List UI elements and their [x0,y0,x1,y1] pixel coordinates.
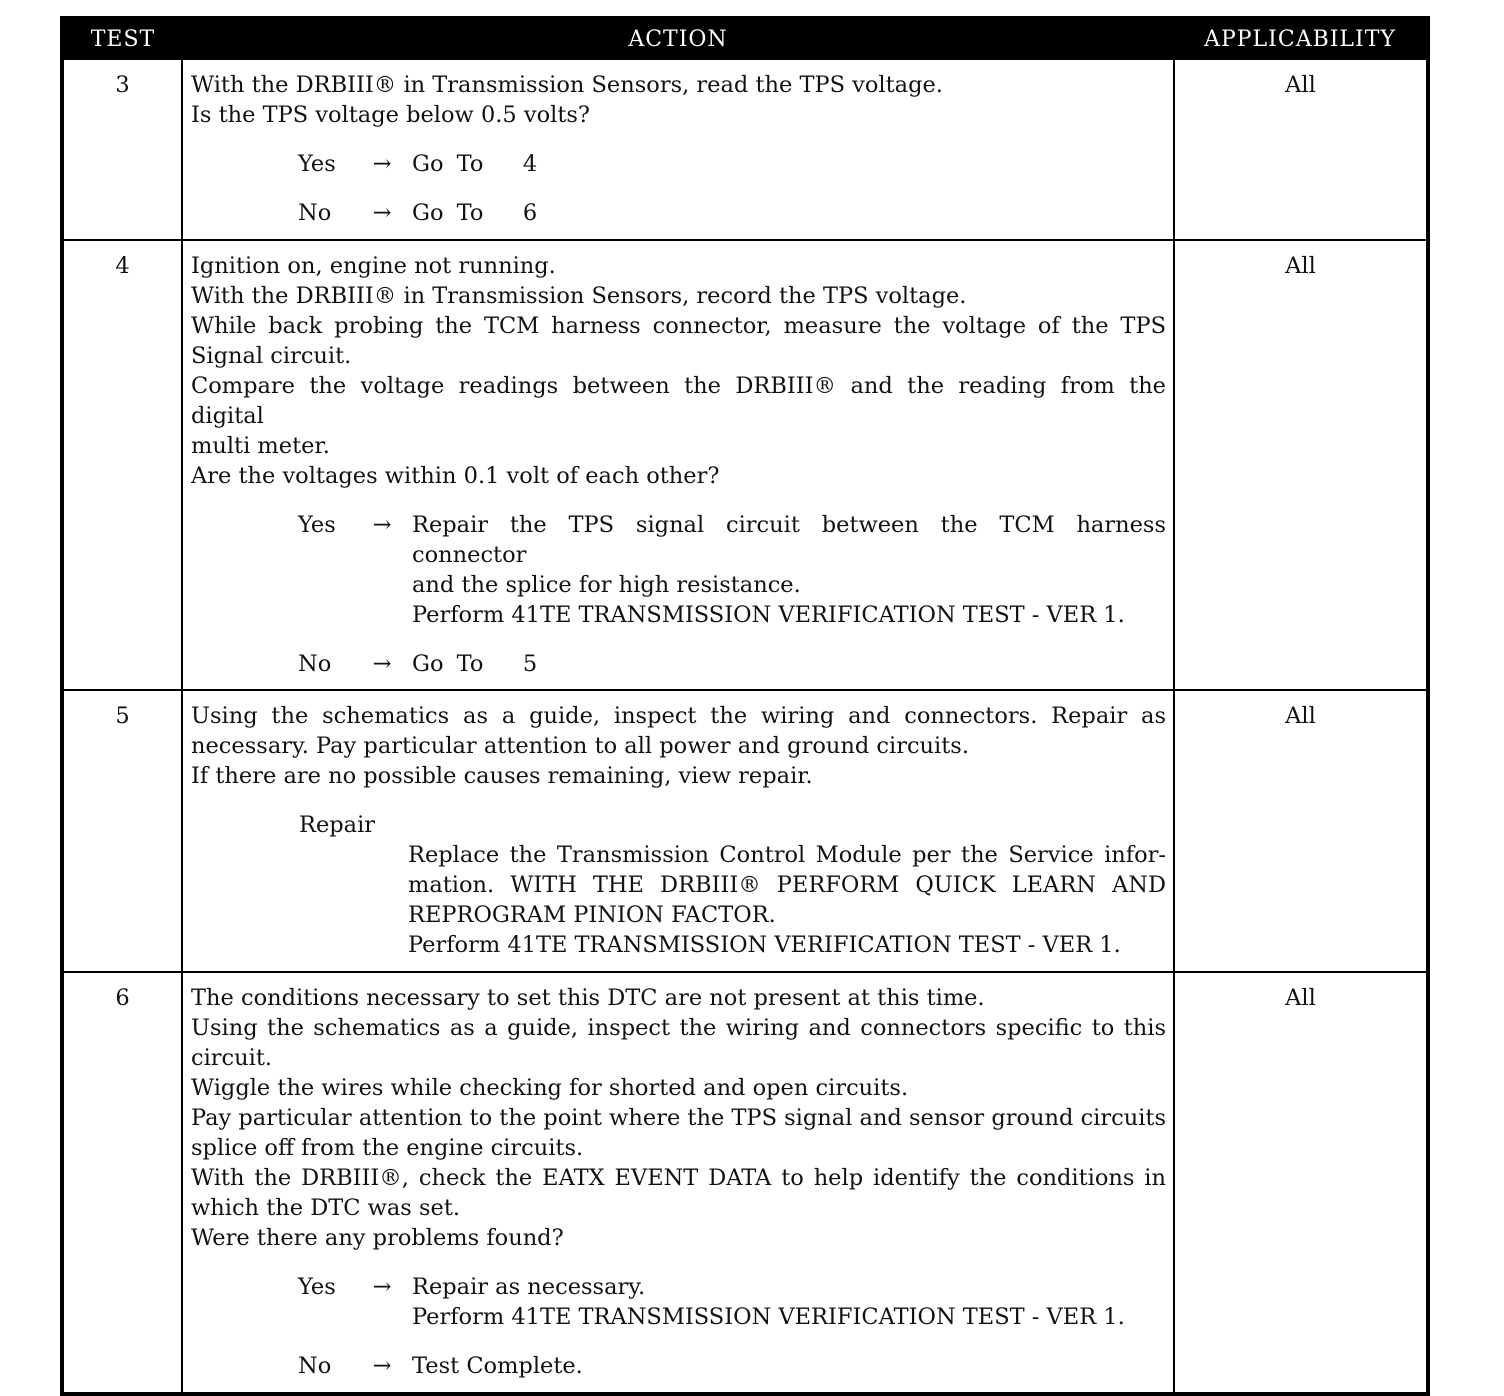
action-cell [182,240,1174,690]
test-row-3 [62,59,1428,240]
diagnostic-test-table [60,16,1430,1396]
applicability-value: All [1174,690,1428,972]
right-arrow-icon: → [372,651,392,677]
action-cell [182,59,1174,240]
result-text: Go To 6 [412,200,538,226]
repair-line: mation. WITH THE DRBIII® PERFORM QUICK LEARN AND [408,872,1166,898]
result-label: Yes [298,512,336,538]
action-line: multi meter. [191,433,330,459]
result-text [412,510,1166,630]
result-label: Yes [298,1274,336,1300]
repair-text [408,840,1166,960]
action-line: With the DRBIII®, check the EATX EVENT DATA to help identify the conditions in [191,1165,1166,1191]
result-label: Yes [298,151,336,177]
action-line: circuit. [191,1045,273,1071]
action-line: necessary. Pay particular attention to all power and ground circuits. [191,733,969,759]
header-action: ACTION [182,18,1174,59]
action-line: Pay particular attention to the point where the TPS signal and sensor ground circuits [191,1105,1167,1131]
action-line: Signal circuit. [191,343,352,369]
result-label: No [298,200,332,226]
right-arrow-icon: → [372,151,392,177]
test-number: 6 [62,972,182,1394]
result-line: Repair the TPS signal circuit between the TCM harness connector [412,512,1166,568]
action-line: If there are no possible causes remaining, view repair. [191,763,813,789]
action-cell [182,690,1174,972]
action-line: splice off from the engine circuits. [191,1135,584,1161]
right-arrow-icon: → [372,1353,392,1379]
right-arrow-icon: → [372,512,392,538]
header-applicability: APPLICABILITY [1174,18,1428,59]
action-line: With the DRBIII® in Transmission Sensors, record the TPS voltage. [191,283,967,309]
no-result [298,649,1166,679]
applicability-value: All [1174,972,1428,1394]
result-label: No [298,651,332,677]
yes-result [298,510,1166,630]
yes-result [298,1272,1166,1332]
no-result [298,198,1166,228]
result-text: Go To 5 [412,651,538,677]
repair-line: Replace the Transmission Control Module per the Service infor- [408,842,1166,868]
result-label: No [298,1353,332,1379]
action-line: With the DRBIII® in Transmission Sensors, read the TPS voltage. [191,72,943,98]
test-row-4 [62,240,1428,690]
result-text: Test Complete. [412,1353,583,1379]
test-row-6 [62,972,1428,1394]
test-number: 3 [62,59,182,240]
result-line: Perform 41TE TRANSMISSION VERIFICATION TEST - VER 1. [412,602,1125,628]
action-line: Is the TPS voltage below 0.5 volts? [191,102,590,128]
action-line: which the DTC was set. [191,1195,461,1221]
test-number: 5 [62,690,182,972]
action-line: Using the schematics as a guide, inspect the wiring and connectors specific to this [191,1015,1166,1041]
repair-label: Repair [299,812,376,838]
no-result [298,1351,1166,1381]
table-header-row [62,18,1428,59]
result-line: and the splice for high resistance. [412,572,801,598]
result-text [412,1272,1166,1332]
result-line: Repair as necessary. [412,1274,646,1300]
action-line: Are the voltages within 0.1 volt of each other? [191,463,720,489]
applicability-value: All [1174,240,1428,690]
right-arrow-icon: → [372,1274,392,1300]
repair-line: REPROGRAM PINION FACTOR. [408,902,776,928]
yes-result [298,149,1166,179]
header-test: TEST [62,18,182,59]
action-line: Wiggle the wires while checking for shorted and open circuits. [191,1075,909,1101]
test-number: 4 [62,240,182,690]
applicability-value: All [1174,59,1428,240]
test-row-5 [62,690,1428,972]
action-line: Using the schematics as a guide, inspect the wiring and connectors. Repair as [191,703,1166,729]
action-line: Compare the voltage readings between the DRBIII® and the reading from the digital [191,373,1166,429]
result-line: Perform 41TE TRANSMISSION VERIFICATION TEST - VER 1. [412,1304,1125,1330]
action-line: Ignition on, engine not running. [191,253,556,279]
action-line: The conditions necessary to set this DTC are not present at this time. [191,985,985,1011]
action-line: While back probing the TCM harness connector, measure the voltage of the TPS [191,313,1166,339]
action-line: Were there any problems found? [191,1225,564,1251]
action-cell [182,972,1174,1394]
repair-line: Perform 41TE TRANSMISSION VERIFICATION TEST - VER 1. [408,932,1121,958]
right-arrow-icon: → [372,200,392,226]
result-text: Go To 4 [412,151,538,177]
